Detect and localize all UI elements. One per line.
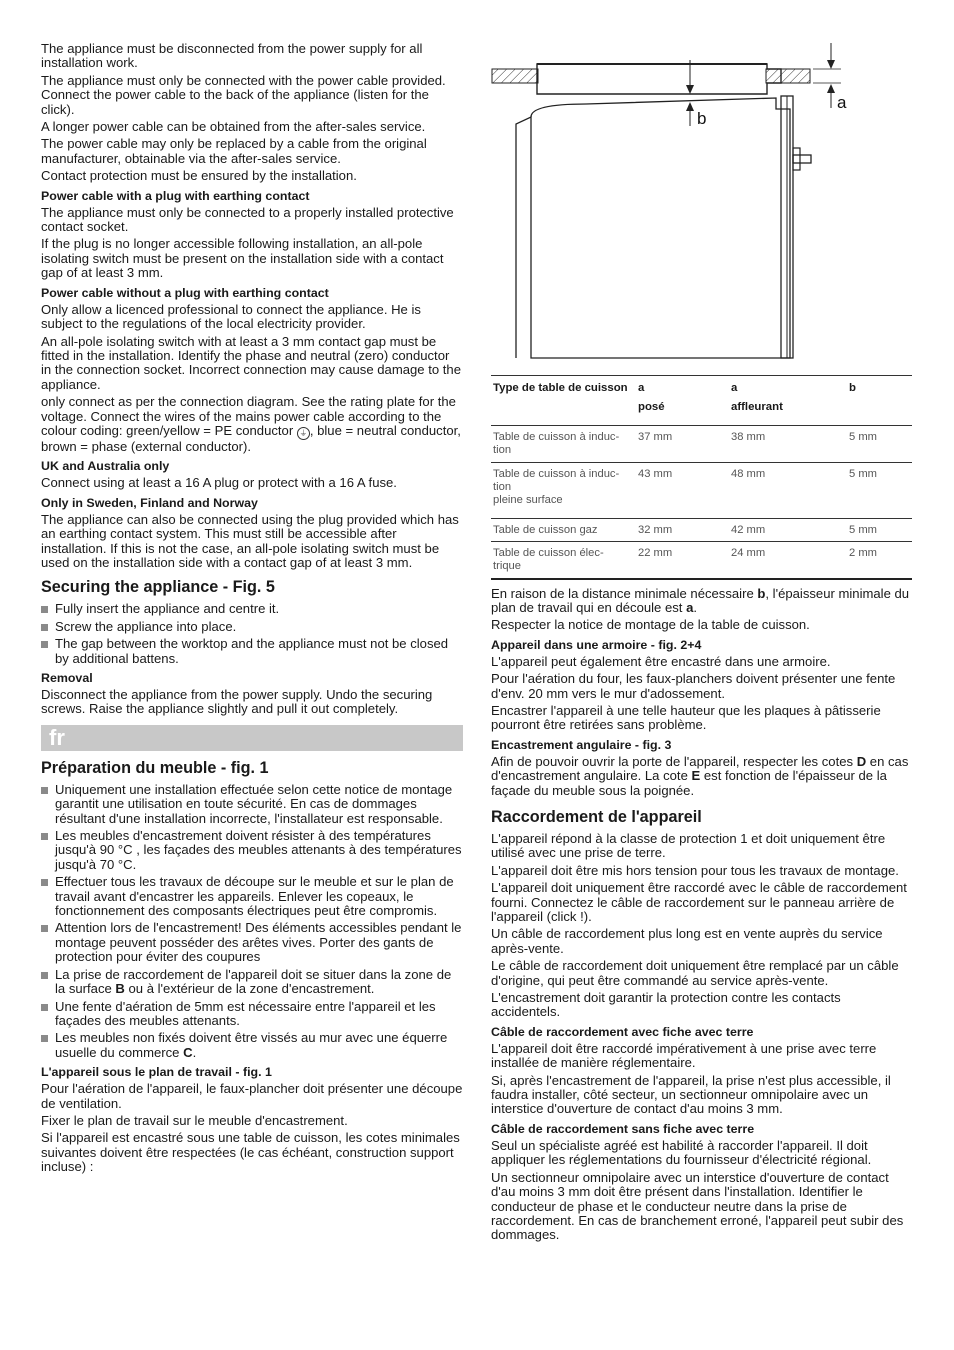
label-b: b [697, 109, 707, 128]
paragraph: Contact protection must be ensured by the installation. [41, 168, 357, 184]
paragraph: Encastrer l'appareil à une telle hauteur que les plaques à pâtisserie pourront être retirées sans problème. [491, 702, 881, 733]
list-item [41, 968, 463, 997]
section-heading: Securing the appliance - Fig. 5 [41, 578, 275, 597]
paragraph: L'encastrement doit garantir la protection contre les contacts accidentels. [491, 990, 841, 1020]
text: ou à l'extérieur de la zone d'encastrement. [124, 981, 375, 997]
table-row [491, 519, 912, 542]
text: Uniquement une installation effectuée selon cette notice de montage garantit une utilisation en toute sécurité. En cas de dommages résultant d'une installation incorrecte, l'installateur est responsable. [55, 781, 453, 826]
paragraph: L'appareil doit être raccordé impérativement à une prise avec terre installée de manière réglementaire. [491, 1040, 877, 1071]
table-row [491, 463, 912, 519]
text: Afin de pouvoir ouvrir la porte de l'appareil, respecter les cotes [491, 753, 857, 769]
text: En raison de la distance minimale nécessaire [491, 585, 758, 601]
installation-figure [491, 42, 913, 364]
paragraph: Si l'appareil est encastré sous une table de cuisson, les cotes minimales suivantes doivent être respectées (le cas échéant, construction support incluse) : [41, 1130, 460, 1175]
table-row [491, 542, 912, 579]
bullet-list [41, 602, 463, 666]
table-body [491, 426, 912, 579]
paragraph: Pour l'aération de l'appareil, le faux-plancher doit présenter une découpe de ventilation. [41, 1081, 463, 1111]
subheading: Only in Sweden, Finland and Norway [41, 495, 258, 510]
paragraph: If the plug is no longer accessible following installation, an all-pole isolating switch must be present on the installation side with a contact gap of at least 3 mm. [41, 236, 444, 281]
text: Les meubles d'encastrement doivent résister à des températures jusqu'à 90 °C , les façades des meubles attenants à des températures jusqu'à 70 °C. [55, 828, 462, 872]
paragraph: Le câble de raccordement doit uniquement être remplacé par un câble d'origine, qui peut être commandé au service après-vente. [491, 958, 899, 988]
section-heading: Préparation du meuble - fig. 1 [41, 758, 269, 777]
bullet-icon [41, 606, 48, 613]
bold-text: a [686, 599, 694, 615]
table-cell: Table de cuisson à induc- tion [491, 426, 636, 463]
subheading: Removal [41, 671, 93, 685]
bullet-icon [41, 833, 48, 840]
table-cell: Table de cuisson à induc- tion pleine surface [491, 463, 636, 519]
table-cell: 48 mm [729, 463, 847, 519]
text: . [693, 599, 698, 615]
text: en cas d'encastrement angulaire. La cote [491, 753, 909, 784]
list-item [41, 921, 463, 964]
table-cell: 22 mm [636, 542, 729, 579]
text: Les meubles non fixés doivent être vissés au mur avec une équerre usuelle du commerce [55, 1030, 448, 1060]
arrow-head [827, 84, 835, 93]
list-item [41, 620, 463, 634]
list-item [41, 602, 463, 616]
list-item [41, 1000, 463, 1029]
paragraph: Un câble de raccordement plus long est en vente auprès du service après-vente. [491, 926, 883, 956]
text: only connect as per the connection diagram. See the rating plate for the voltage. Connect the wires of the mains power cable according to the colour coding: green/yellow = PE conductor [41, 394, 456, 438]
list-item [41, 875, 463, 918]
paragraph: The appliance must only be connected with the power cable provided. Connect the power cable to the back of the appliance (listen for the click). [41, 72, 446, 117]
list-item [41, 1031, 463, 1060]
list-item [41, 637, 463, 666]
text: Screw the appliance into place. [55, 618, 237, 634]
table-cell: 37 mm [636, 426, 729, 463]
list-item [41, 783, 463, 826]
text: est fonction de l'épaisseur de la façade du meuble sous la poignée. [491, 768, 887, 798]
text: . [192, 1044, 197, 1060]
table-header-row [491, 376, 912, 426]
header-text: b [849, 382, 856, 394]
bullet-icon [41, 641, 48, 648]
bullet-icon [41, 879, 48, 886]
paragraph: Disconnect the appliance from the power supply. Undo the securing screws. Raise the appliance slightly and pull it out completely. [41, 687, 433, 717]
paragraph: L'appareil répond à la classe de protection 1 et doit uniquement être utilisé avec une prise de terre. [491, 830, 886, 861]
bold-text: b [757, 585, 766, 601]
subheading: L'appareil sous le plan de travail - fig. 1 [41, 1065, 272, 1080]
paragraph: Respecter la notice de montage de la table de cuisson. [491, 617, 810, 633]
text: The gap between the worktop and the appliance must not be closed by additional battens. [55, 636, 449, 666]
arrow-head [827, 60, 835, 69]
column-header [636, 376, 729, 426]
bullet-icon [41, 1035, 48, 1042]
table-cell: 43 mm [636, 463, 729, 519]
paragraph: L'appareil doit uniquement être raccordé avec le câble de raccordement fourni. Connectez le câble de raccordement sur le panneau arrière de l'appareil (click !). [491, 880, 907, 924]
subheading: Power cable with a plug with earthing contact [41, 188, 310, 203]
earth-ground-icon: ⏚ [297, 427, 310, 440]
paragraph: Fixer le plan de travail sur le meuble d'encastrement. [41, 1112, 348, 1128]
bold-text: D [856, 753, 867, 769]
table-cell: 5 mm [847, 426, 912, 463]
text: Fully insert the appliance and centre it. [55, 601, 280, 617]
header-subtext: posé [638, 401, 665, 413]
worktop-right [766, 69, 810, 83]
bullet-icon [41, 1004, 48, 1011]
left-column [41, 42, 463, 1178]
paragraph [491, 755, 913, 798]
paragraph: The power cable may only be replaced by a cable from the original manufacturer, obtainable via the after-sales service. [41, 136, 427, 166]
paragraph: Si, après l'encastrement de l'appareil, la prise n'est plus accessible, il faudra installer, côté secteur, un sectionneur omnipolaire avec un interstice d'ouverture de contact d'au moins 3 mm. [491, 1072, 891, 1117]
paragraph: An all-pole isolating switch with at least a 3 mm contact gap must be fitted in the installation. Identify the phase and neutral (zero) conductor in the connection socket. Incorrect connection may cause damage to the appliance. [41, 333, 461, 392]
paragraph: Only allow a licenced professional to connect the appliance. He is subject to the regulations of the local electricity provider. [41, 301, 421, 332]
subheading: Câble de raccordement avec fiche avec terre [491, 1024, 754, 1039]
paragraph: L'appareil doit être mis hors tension pour tous les travaux de montage. [491, 862, 899, 878]
text: Effectuer tous les travaux de découpe sur le meuble et sur le plan de travail avant d'encastrer les appareils. Enlever les copeaux, le fonctionnement des composants électriques peut être compromis. [55, 874, 454, 919]
language-bar [41, 725, 463, 751]
dimensions-table [491, 375, 912, 580]
header-text: a [638, 382, 645, 394]
header-subtext: affleurant [731, 401, 783, 413]
oven-top [531, 104, 586, 117]
bold-text: C [183, 1044, 193, 1060]
oven-outline [516, 98, 790, 358]
table-cell: 38 mm [729, 426, 847, 463]
table-cell: 32 mm [636, 519, 729, 542]
language-label: fr [49, 724, 65, 750]
subheading: UK and Australia only [41, 459, 170, 474]
text: , l'épaisseur minimale du plan de travail qui en découle est [491, 585, 910, 615]
text: La prise de raccordement de l'appareil doit se situer dans la zone de la surface [55, 966, 452, 997]
list-item [41, 829, 463, 872]
arrow-head [686, 102, 694, 111]
paragraph: Seul un spécialiste agréé est habilité à raccorder l'appareil. Il doit appliquer les réglementations du fournisseur d'électricité régional. [491, 1137, 872, 1168]
table-cell: 5 mm [847, 519, 912, 542]
text: Attention lors de l'encastrement! Des éléments accessibles pendant le montage peuvent posséder des arêtes vives. Porter des gants de protection pour éviter des coupures [55, 920, 462, 965]
paragraph: The appliance must be disconnected from the power supply for all installation work. [41, 41, 423, 71]
table-cell: Table de cuisson élec- trique [491, 542, 636, 579]
table-cell: 42 mm [729, 519, 847, 542]
column-header [491, 376, 636, 426]
header-text: a [731, 382, 738, 394]
paragraph: Connect using at least a 16 A plug or protect with a 16 A fuse. [41, 475, 397, 491]
table-row [491, 426, 912, 463]
table-cell: 2 mm [847, 542, 912, 579]
paragraph: A longer power cable can be obtained from the after-sales service. [41, 119, 426, 135]
right-column [491, 42, 913, 1246]
paragraph [41, 395, 463, 454]
subheading: Power cable without a plug with earthing contact [41, 285, 329, 300]
bold-text: E [691, 768, 701, 784]
arrow-head [686, 85, 694, 94]
header-text: Type de table de cuisson [493, 382, 628, 394]
subheading: Encastrement angulaire - fig. 3 [491, 737, 672, 752]
paragraph: The appliance must only be connected to a properly installed protective contact socket. [41, 204, 454, 235]
bullet-list [41, 783, 463, 1060]
bullet-icon [41, 972, 48, 979]
bold-text: B [115, 981, 125, 997]
dimensions-table-wrapper [491, 375, 913, 580]
label-a: a [837, 93, 847, 112]
handle-grip [793, 148, 800, 170]
table-cell: 5 mm [847, 463, 912, 519]
bullet-icon [41, 787, 48, 794]
paragraph [491, 587, 913, 616]
column-header [847, 376, 912, 426]
paragraph: Un sectionneur omnipolaire avec un interstice d'ouverture de contact d'au moins 3 mm doit être présent dans l'installation. Identifier le conducteur de phase et le conducteur neutre dans la prise de raccordement. En cas de branchement erroné, l'appareil peut subir des dommages. [491, 1169, 904, 1243]
paragraph: L'appareil peut également être encastré dans une armoire. [491, 653, 831, 669]
column-header [729, 376, 847, 426]
bullet-icon [41, 624, 48, 631]
oven-handle [793, 155, 811, 163]
paragraph: Pour l'aération du four, les faux-planchers doivent présenter une fente d'env. 20 mm vers le mur d'adossement. [491, 671, 896, 701]
subheading: Câble de raccordement sans fiche avec terre [491, 1121, 755, 1136]
section-heading: Raccordement de l'appareil [491, 807, 702, 826]
bullet-icon [41, 925, 48, 932]
hob-outline [537, 64, 781, 94]
text: , blue = neutral conductor, brown = phase (external conductor). [41, 422, 461, 454]
subheading: Appareil dans une armoire - fig. 2+4 [491, 637, 702, 652]
paragraph: The appliance can also be connected using the plug provided which has an earthing contact system. This must still be accessible after installation. If this is not the case, an all-pole isolating switch must be used on the installation side with a contact gap of at least 3 mm. [41, 511, 459, 570]
text: Une fente d'aération de 5mm est nécessaire entre l'appareil et les façades des meubles attenants. [55, 998, 436, 1028]
table-cell: Table de cuisson gaz [491, 519, 636, 542]
table-cell: 24 mm [729, 542, 847, 579]
worktop-left [492, 69, 538, 83]
